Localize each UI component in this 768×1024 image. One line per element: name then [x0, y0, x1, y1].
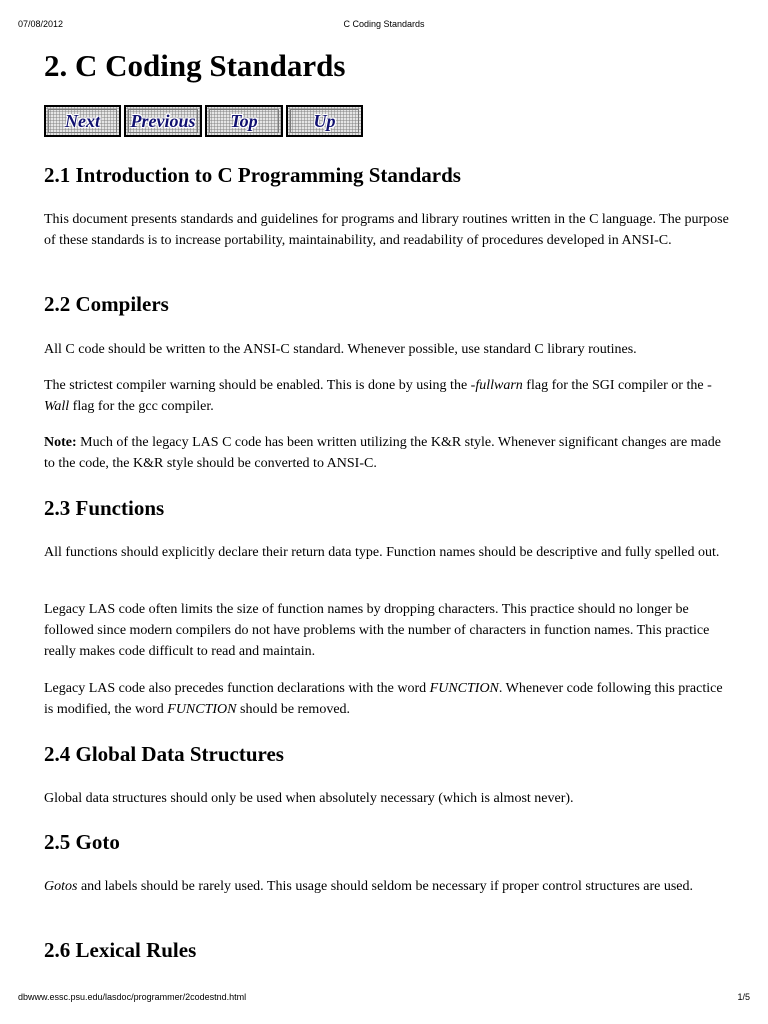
print-date: 07/08/2012 [18, 19, 64, 29]
top-button[interactable]: Top [205, 105, 283, 137]
section-heading-goto: 2.5 Goto [44, 830, 120, 854]
paragraph-functions-names: Legacy LAS code often limits the size of function names by dropping characters. This practice should no longer be followed since modern compilers do not have problems with the number of characters in function names. This practice really makes code difficult to read and maintain. [44, 602, 710, 659]
page-number: 1/5 [737, 992, 750, 1002]
print-header [0, 19, 768, 31]
paragraph-compilers-ansi: All C code should be written to the ANSI-C standard. Whenever possible, use standard C library routines. [44, 342, 637, 357]
section-heading-introduction: 2.1 Introduction to C Programming Standards [44, 163, 461, 187]
print-title: C Coding Standards [343, 19, 425, 29]
print-footer [0, 992, 768, 1004]
note-label: Note: [44, 435, 77, 450]
previous-button[interactable]: Previous [124, 105, 202, 137]
section-heading-functions: 2.3 Functions [44, 496, 165, 520]
paragraph-global-data: Global data structures should only be used when absolutely necessary (which is almost never). [44, 791, 574, 806]
section-heading-compilers: 2.2 Compilers [44, 292, 169, 316]
section-heading-lexical-rules: 2.6 Lexical Rules [44, 938, 197, 962]
text-run: . Whenever code following this practice is modified, the word [44, 681, 723, 717]
keyword-function: FUNCTION [429, 681, 499, 696]
text-run: flag for the SGI compiler or the [522, 378, 708, 393]
up-button[interactable]: Up [286, 105, 363, 137]
paragraph-compilers-warnings [44, 375, 734, 417]
next-button[interactable]: Next [44, 105, 121, 137]
flag-fullwarn: -fullwarn [470, 378, 523, 393]
text-run: flag for the gcc compiler. [69, 399, 214, 414]
section-heading-global-data: 2.4 Global Data Structures [44, 742, 284, 766]
keyword-function: FUNCTION [167, 702, 237, 717]
paragraph-functions-keyword [44, 678, 734, 720]
text-run: The strictest compiler warning should be enabled. This is done by using the [44, 378, 471, 393]
paragraph-compilers-note [44, 432, 734, 474]
page-title: 2. C Coding Standards [44, 48, 346, 83]
flag-wall: -Wall [44, 378, 712, 414]
text-run: should be removed. [236, 702, 351, 717]
text-run: Legacy LAS code also precedes function declarations with the word [44, 681, 430, 696]
word-gotos: Gotos [44, 879, 78, 894]
paragraph-goto [44, 876, 734, 897]
paragraph-functions-return-type: All functions should explicitly declare their return data type. Function names should be descriptive and fully spelled out. [44, 545, 720, 560]
paragraph-introduction: This document presents standards and guidelines for programs and library routines written in the C language. The purpose of these standards is to increase portability, maintainability, and readability of procedures developed in ANSI-C. [44, 212, 729, 248]
note-text: Much of the legacy LAS C code has been written utilizing the K&R style. Whenever significant changes are made to the code, the K&R style should be converted to ANSI-C. [44, 435, 721, 471]
print-url: dbwww.essc.psu.edu/lasdoc/programmer/2codestnd.html [18, 992, 247, 1002]
text-run: and labels should be rarely used. This usage should seldom be necessary if proper control structures are used. [77, 879, 694, 894]
